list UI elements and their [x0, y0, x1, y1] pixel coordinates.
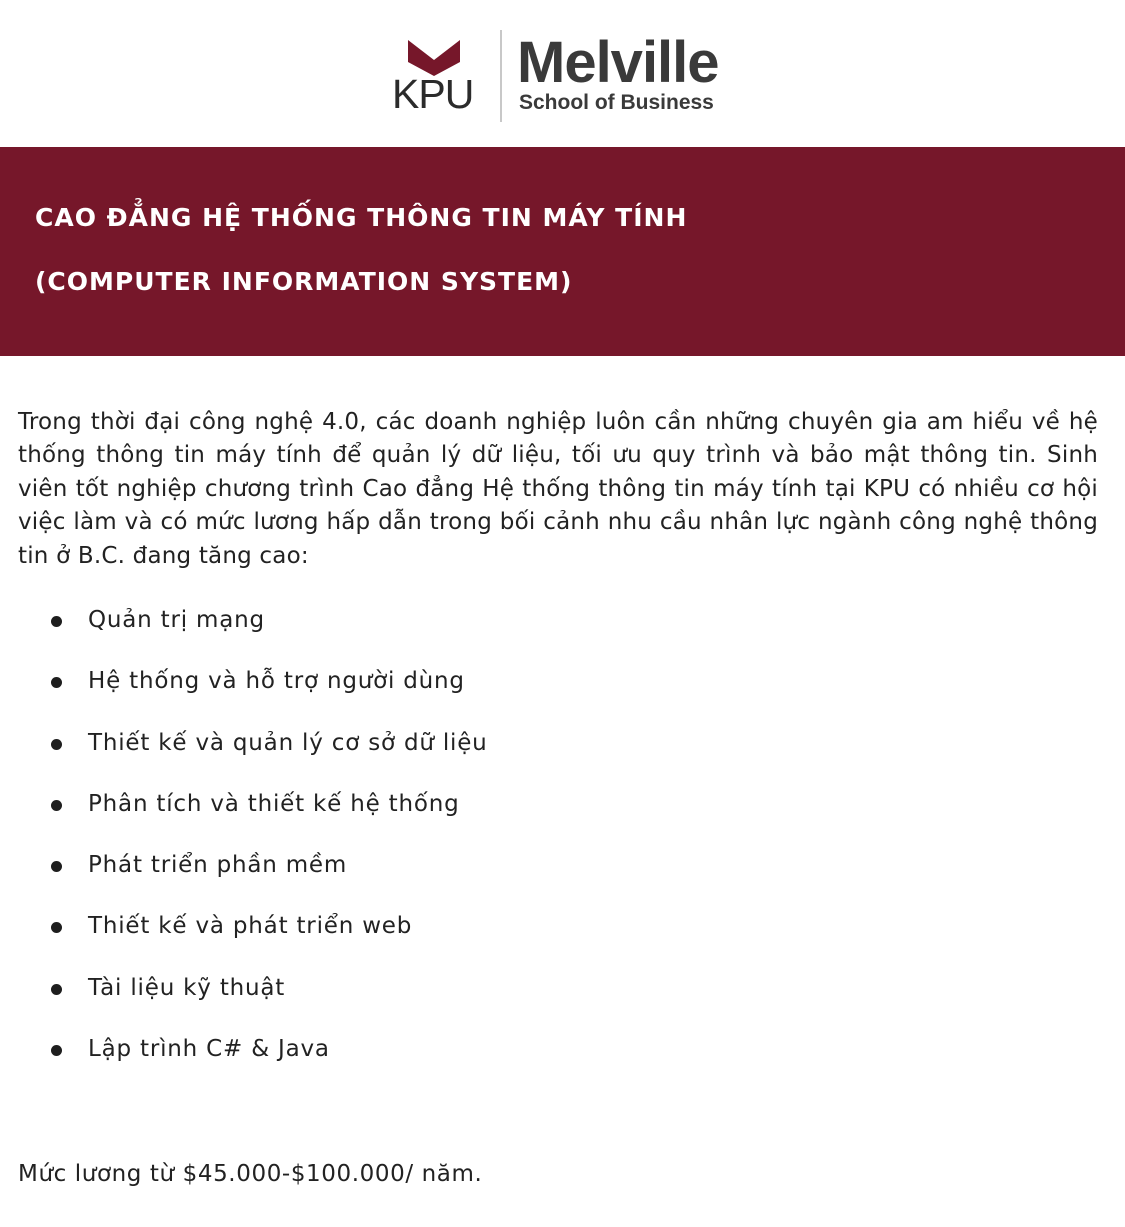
bullet-icon — [51, 739, 62, 750]
header — [0, 0, 1125, 147]
career-list-item — [0, 785, 1125, 846]
career-item-text: Lập trình C# & Java — [88, 1036, 330, 1063]
career-list-item — [0, 846, 1125, 907]
career-list-item — [0, 969, 1125, 1030]
logo-divider — [500, 30, 502, 122]
bullet-icon — [51, 861, 62, 872]
career-item-text: Quản trị mạng — [88, 607, 265, 633]
career-list-item — [0, 907, 1125, 968]
career-item-text: Thiết kế và phát triển web — [88, 913, 413, 940]
bullet-icon — [51, 800, 62, 811]
career-item-text: Tài liệu kỹ thuật — [88, 974, 286, 1001]
career-item-text: Phát triển phần mềm — [88, 852, 348, 879]
bullet-icon — [51, 1045, 62, 1056]
bullet-icon — [51, 616, 62, 627]
career-item-text: Hệ thống và hỗ trợ người dùng — [88, 668, 465, 695]
logo-melville-text: Melville — [517, 30, 719, 95]
bullet-icon — [51, 677, 62, 688]
career-item-text: Thiết kế và quản lý cơ sở dữ liệu — [88, 729, 488, 756]
salary-text: Mức lương từ $45.000-$100.000/ năm. — [18, 1161, 483, 1187]
logo-kpu-text: KPU — [392, 71, 474, 117]
title-banner — [0, 147, 1125, 356]
career-list — [0, 601, 1125, 1091]
bullet-icon — [51, 922, 62, 933]
career-item-text: Phân tích và thiết kế hệ thống — [88, 790, 460, 817]
career-list-item — [0, 601, 1125, 662]
career-list-item — [0, 1030, 1125, 1091]
banner-title-line-2: (COMPUTER INFORMATION SYSTEM) — [35, 267, 573, 296]
career-list-item — [0, 662, 1125, 723]
banner-title-line-1: CAO ĐẲNG HỆ THỐNG THÔNG TIN MÁY TÍNH — [35, 203, 688, 232]
logo-subtitle-text: School of Business — [519, 91, 714, 114]
career-list-item — [0, 724, 1125, 785]
bullet-icon — [51, 984, 62, 995]
intro-paragraph: Trong thời đại công nghệ 4.0, các doanh nghiệp luôn cần những chuyên gia am hiểu về hệ thống thông tin máy tính để quản lý dữ liệu, tối ưu quy trình và bảo mật thông tin. Sinh viên tốt nghiệp chương trình Cao đẳng Hệ thống thông tin máy tính tại KPU có nhiều cơ hội việc làm và có mức lương hấp dẫn trong bối cảnh nhu cầu nhân lực ngành công nghệ thông tin ở B.C. đang tăng cao: — [18, 409, 1098, 569]
